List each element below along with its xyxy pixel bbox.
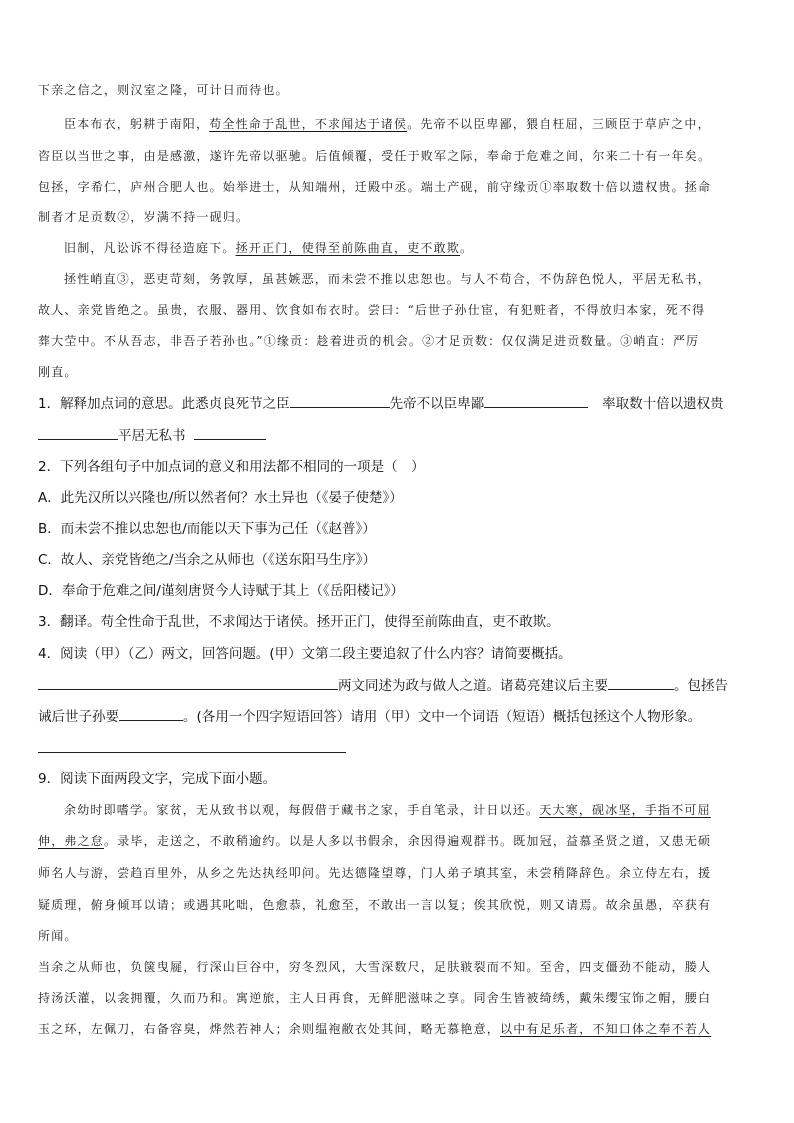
passage-a-line: 葬大茔中。不从吾志，非吾子若孙也。”①缘贡：趁着进贡的机会。②才足贡数：仅仅满足进贡数量。③峭直：严厉	[38, 334, 700, 348]
passage-b-line	[38, 834, 756, 848]
passage-b-line	[64, 803, 756, 817]
text: 先帝不以臣卑鄙	[389, 396, 485, 412]
option-c: C．故人、亲党皆绝之/当余之从师也（《送东阳马生序》）	[38, 552, 376, 568]
question-1-cont	[38, 427, 266, 444]
text: 平居无私书	[118, 428, 186, 444]
passage-a-line: 刚直。	[38, 365, 78, 379]
underlined-sentence: 拯开正门，使得至前陈曲直，吏不敢欺	[235, 241, 461, 255]
passage-b-line: 当余之从师也，负箧曳屣，行深山巨谷中，穷冬烈风，大雪深数尺，足肤皲裂而不知。至舍，四支僵劲不能动，媵人	[38, 960, 712, 974]
question-4: 4．阅读（甲）（乙）两文，回答问题。(甲）文第二段主要追叙了什么内容？请简要概括。	[38, 646, 572, 662]
passage-a-line: 拯性峭直③，恶吏苛刻，务敦厚，虽甚嫉恶，而未尝不推以忠恕也。与人不苟合，不伪辞色悦人，平居无私书，	[64, 272, 711, 286]
question-9: 9．阅读下面两段文字，完成下面小题。	[38, 771, 277, 787]
question-2: 2．下列各组句子中加点词的意义和用法都不相同的一项是（ ）	[38, 459, 425, 475]
passage-b-line	[38, 1022, 756, 1036]
answer-blank[interactable]	[119, 708, 183, 721]
text: 两文同述为政与做人之道。诸葛亮建议后主要	[338, 678, 608, 694]
question-4-cont	[38, 708, 701, 725]
answer-blank[interactable]	[608, 677, 674, 690]
passage-b-line: 师名人与游，尝趋百里外，从乡之先达执经叩问。先达德隆望尊，门人弟子填其室，未尝稍降辞色。余立侍左右，援	[38, 866, 712, 880]
answer-blank[interactable]	[194, 427, 266, 440]
text: 。	[460, 241, 474, 255]
question-4-cont	[38, 677, 728, 694]
passage-a-line: 故人、亲党皆绝之。虽贵，衣服、器用、饮食如布衣时。尝曰：“后世子孙仕宦，有犯赃者，不得放归本家，死不得	[38, 303, 706, 317]
option-d: D．奉命于危难之间/谨刻唐贤今人诗赋于其上（《岳阳楼记》）	[38, 583, 404, 599]
text: 。包拯告	[674, 678, 728, 694]
passage-a-line	[64, 241, 756, 255]
underlined-sentence: 伸，弗之怠	[38, 834, 105, 848]
passage-b-line: 疑质理，俯身倾耳以请；或遇其叱咄，色愈恭，礼愈至，不敢出一言以复；俟其欣悦，则又请焉。故余虽愚，卒获有	[38, 898, 712, 912]
question-3: 3．翻译。苟全性命于乱世，不求闻达于诸侯。拯开正门，使得至前陈曲直，吏不敢欺。	[38, 614, 560, 630]
option-b: B．而未尝不推以忠恕也/而能以天下事为己任（《赵普》）	[38, 521, 376, 537]
passage-b-line: 持汤沃灌，以衾拥覆，久而乃和。寓逆旅，主人日再食，无鲜肥滋味之享。同舍生皆被绮绣，戴朱缨宝饰之帽，腰白	[38, 991, 712, 1005]
text: 1．解释加点词的意思。此悉贞良死节之臣	[38, 396, 290, 412]
text: 臣本布衣，躬耕于南阳，	[64, 117, 210, 131]
passage-a-line: 咨臣以当世之事，由是感激，遂许先帝以驱驰。后值倾覆，受任于败军之际，奉命于危难之间，尔来二十有一年矣。	[38, 149, 712, 163]
passage-a-line	[64, 117, 756, 131]
text: 诫后世子孙要	[38, 709, 119, 725]
text: 玉之环，左佩刀，右备容臭，烨然若神人；余则缊袍敝衣处其间，略无慕艳意，	[38, 1022, 501, 1036]
text: 。(各用一个四字短语回答）请用（甲）文中一个词语（短语）概括包拯这个人物形象。	[183, 709, 702, 725]
underlined-sentence: 以中有足乐者，不知口体之奉不若人	[500, 1022, 712, 1036]
passage-a-line: 制者才足贡数②，岁满不持一砚归。	[38, 210, 250, 224]
answer-line[interactable]	[38, 752, 346, 753]
passage-a-line: 包拯，字希仁，庐州合肥人也。始举进士，从知端州，迁殿中丞。端土产砚，前守缘贡①率取数十倍以遗权贵。拯命	[38, 180, 712, 194]
answer-blank[interactable]	[290, 395, 390, 408]
text: 余幼时即嗜学。家贫，无从致书以观，每假借于藏书之家，手自笔录，计日以还。	[64, 803, 540, 817]
text: 。先帝不以臣卑鄙，猥自枉屈，三顾臣于草庐之中，	[407, 117, 711, 131]
option-a: A．此先汉所以兴隆也/所以然者何？水土异也（《晏子使楚》）	[38, 490, 403, 506]
answer-blank[interactable]	[38, 677, 338, 690]
passage-a-line: 下亲之信之，则汉室之隆，可计日而待也。	[38, 83, 289, 97]
text: 。录毕，走送之，不敢稍逾约。以是人多以书假余，余因得遍观群书。既加冠，益慕圣贤之道，又患无硕	[104, 834, 712, 848]
question-1	[38, 395, 724, 412]
answer-blank[interactable]	[38, 427, 118, 440]
underlined-sentence: 苟全性命于乱世，不求闻达于诸侯	[209, 117, 408, 131]
text: 率取数十倍以遗权贵	[602, 396, 724, 412]
underlined-sentence: 天大寒，砚冰坚，手指不可屈	[539, 803, 711, 817]
answer-blank[interactable]	[484, 395, 588, 408]
passage-b-line: 所闻。	[38, 929, 78, 943]
text: 旧制，凡讼诉不得径造庭下。	[64, 241, 236, 255]
